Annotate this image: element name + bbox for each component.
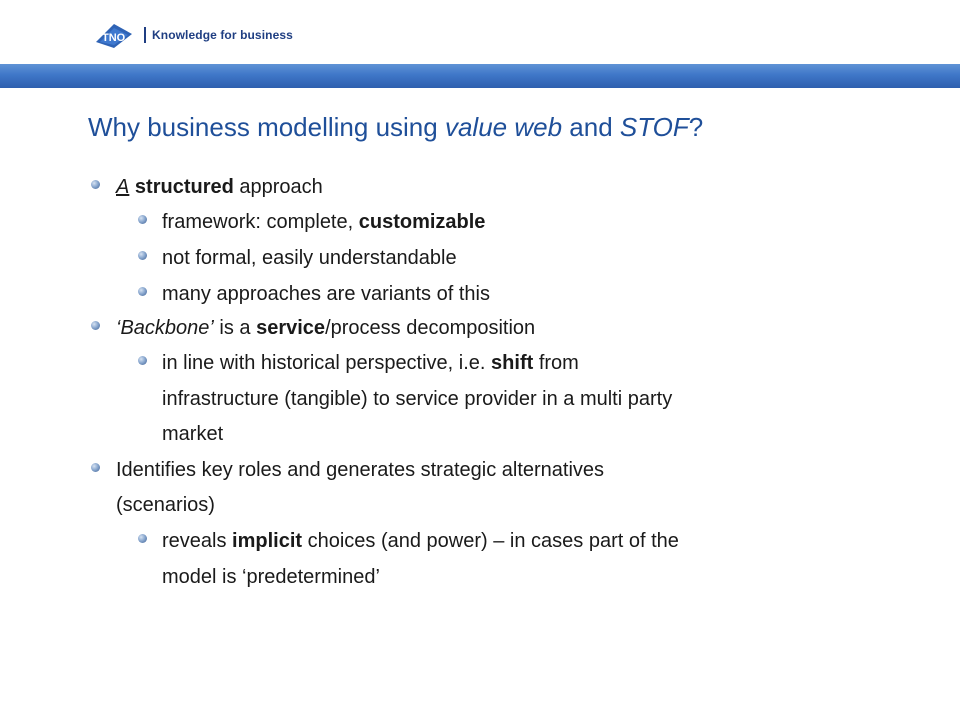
sub-bullet-icon [138, 356, 147, 365]
sub-bullet-text: reveals implicit choices (and power) – in cases part of the [162, 530, 679, 552]
sub-bullet-text: in line with historical perspective, i.e. shift from [162, 352, 579, 374]
logo-separator [144, 27, 146, 43]
sub-bullet-text: framework: complete, customizable [162, 211, 486, 233]
sub-bullet-text-continued: model is ‘predetermined’ [162, 566, 380, 588]
bullet-icon [91, 463, 100, 472]
bullet-text: ‘Backbone’ is a service/process decomposition [116, 317, 536, 339]
bullet-text: Identifies key roles and generates strategic alternatives [116, 459, 605, 481]
bullet-icon [91, 180, 100, 189]
sub-bullet-icon [138, 287, 147, 296]
sub-bullet-icon [138, 251, 147, 260]
header-logo [92, 20, 293, 50]
sub-bullet-text: many approaches are variants of this [162, 283, 490, 305]
bullet-text-continued: (scenarios) [116, 494, 215, 516]
header-band [0, 64, 960, 88]
logo-tagline: Knowledge for business [152, 28, 293, 42]
sub-bullet-text-continued: market [162, 423, 224, 445]
sub-bullet-icon [138, 534, 147, 543]
logo-text: TNO [102, 32, 126, 44]
sub-bullet-text: not formal, easily understandable [162, 247, 457, 269]
bullet-text: A structured approach [116, 176, 323, 198]
sub-bullet-text-continued: infrastructure (tangible) to service provider in a multi party [162, 388, 673, 410]
bullet-icon [91, 321, 100, 330]
slide-title: Why business modelling using value web and STOF? [88, 112, 704, 142]
tno-logo-icon [92, 20, 136, 50]
sub-bullet-icon [138, 215, 147, 224]
